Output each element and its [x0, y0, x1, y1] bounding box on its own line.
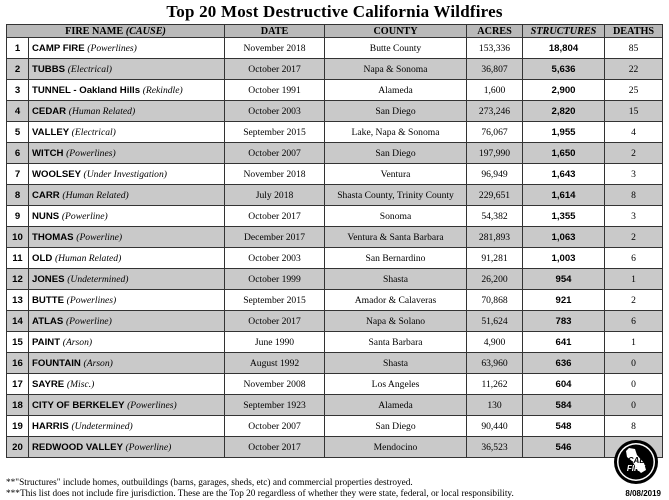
date-cell: November 2008 — [225, 374, 325, 395]
rank-cell: 4 — [7, 101, 29, 122]
fire-cause: (Misc.) — [66, 378, 95, 390]
rank-cell: 13 — [7, 290, 29, 311]
header-structures: STRUCTURES — [523, 25, 605, 38]
deaths-cell: 3 — [605, 206, 663, 227]
date-cell: August 1992 — [225, 353, 325, 374]
fire-cause: (Undetermined) — [71, 420, 133, 432]
fire-name-cell — [29, 164, 225, 185]
fire-name: NUNS — [32, 210, 60, 222]
fire-name-cell — [29, 185, 225, 206]
county-cell: Alameda — [325, 395, 467, 416]
fire-cause: (Powerline) — [61, 210, 108, 222]
header-fire-name — [7, 25, 225, 38]
fire-name-cell — [29, 59, 225, 80]
fire-name: THOMAS — [32, 231, 74, 243]
fire-cause: (Human Related) — [54, 252, 122, 264]
fire-cause: (Powerlines) — [66, 147, 116, 159]
table-row — [7, 416, 663, 437]
logo-text-bottom: FIRE — [626, 464, 646, 473]
structures-cell: 5,636 — [523, 59, 605, 80]
table-row — [7, 227, 663, 248]
structures-cell: 1,063 — [523, 227, 605, 248]
county-cell: Los Angeles — [325, 374, 467, 395]
deaths-cell: 0 — [605, 353, 663, 374]
fire-name-cell — [29, 38, 225, 59]
structures-cell: 584 — [523, 395, 605, 416]
county-cell: San Diego — [325, 143, 467, 164]
table-row — [7, 290, 663, 311]
fire-cause: (Human Related) — [62, 189, 129, 201]
fire-name-cell — [29, 80, 225, 101]
county-cell: Mendocino — [325, 437, 467, 458]
fire-name: WITCH — [32, 147, 64, 159]
rank-cell: 11 — [7, 248, 29, 269]
acres-cell: 70,868 — [467, 290, 523, 311]
fire-name-cell — [29, 416, 225, 437]
acres-cell: 51,624 — [467, 311, 523, 332]
county-cell: San Bernardino — [325, 248, 467, 269]
footnote-structures: **"Structures" include homes, outbuildings (barns, garages, sheds, etc) and commercial properties destroyed. — [6, 478, 413, 488]
structures-cell: 2,900 — [523, 80, 605, 101]
fire-cause: (Arson) — [83, 357, 113, 369]
header-deaths: DEATHS — [605, 25, 663, 38]
deaths-cell: 1 — [605, 269, 663, 290]
table-row — [7, 185, 663, 206]
fire-cause: (Arson) — [62, 336, 93, 348]
acres-cell: 91,281 — [467, 248, 523, 269]
table-row — [7, 248, 663, 269]
date-cell: October 2003 — [225, 101, 325, 122]
county-cell: Shasta — [325, 353, 467, 374]
table-row — [7, 38, 663, 59]
structures-cell: 954 — [523, 269, 605, 290]
structures-cell: 783 — [523, 311, 605, 332]
acres-cell: 4,900 — [467, 332, 523, 353]
fire-name-cell — [29, 353, 225, 374]
structures-cell: 641 — [523, 332, 605, 353]
fire-name: HARRIS — [32, 420, 69, 432]
acres-cell: 1,600 — [467, 80, 523, 101]
fire-name-cell — [29, 143, 225, 164]
rank-cell: 9 — [7, 206, 29, 227]
deaths-cell: 3 — [605, 164, 663, 185]
fire-cause: (Powerline) — [125, 441, 172, 453]
fire-cause: (Rekindle) — [142, 84, 183, 96]
structures-cell: 1,650 — [523, 143, 605, 164]
table-row — [7, 395, 663, 416]
date-cell: October 2017 — [225, 206, 325, 227]
fire-cause: (Undetermined) — [67, 273, 129, 285]
table-row — [7, 311, 663, 332]
rank-cell: 3 — [7, 80, 29, 101]
fire-cause: (Powerlines) — [66, 294, 117, 306]
date-cell: October 2007 — [225, 143, 325, 164]
calfire-logo-icon — [613, 439, 659, 485]
fire-name-cell — [29, 332, 225, 353]
fire-name-cell — [29, 227, 225, 248]
table-row — [7, 374, 663, 395]
structures-cell: 1,955 — [523, 122, 605, 143]
header-county: COUNTY — [325, 25, 467, 38]
date-cell: October 2017 — [225, 437, 325, 458]
date-cell: October 1999 — [225, 269, 325, 290]
fire-name: VALLEY — [32, 126, 69, 138]
table-row — [7, 143, 663, 164]
footnote-jurisdiction: ***This list does not include fire jurisdiction. These are the Top 20 regardless of whether they were state, federal, or local responsibility. — [6, 489, 514, 499]
deaths-cell: 85 — [605, 38, 663, 59]
deaths-cell: 6 — [605, 311, 663, 332]
fire-cause: (Electrical) — [71, 126, 116, 138]
date-cell: July 2018 — [225, 185, 325, 206]
acres-cell: 229,651 — [467, 185, 523, 206]
fire-cause: (Powerline) — [76, 231, 123, 243]
fire-name: BUTTE — [32, 294, 64, 306]
rank-cell: 8 — [7, 185, 29, 206]
fire-name: REDWOOD VALLEY — [32, 441, 123, 453]
rank-cell: 18 — [7, 395, 29, 416]
table-row — [7, 206, 663, 227]
fire-name: FOUNTAIN — [32, 357, 81, 369]
date-cell: September 1923 — [225, 395, 325, 416]
date-cell: November 2018 — [225, 164, 325, 185]
deaths-cell: 4 — [605, 122, 663, 143]
deaths-cell: 8 — [605, 185, 663, 206]
date-cell: October 2007 — [225, 416, 325, 437]
logo-text-top: CAL — [627, 456, 645, 465]
rank-cell: 6 — [7, 143, 29, 164]
county-cell: Ventura & Santa Barbara — [325, 227, 467, 248]
fire-name-cell — [29, 248, 225, 269]
fire-name: CITY OF BERKELEY — [32, 399, 125, 411]
header-cause-label: (CAUSE) — [125, 25, 166, 37]
structures-cell: 1,003 — [523, 248, 605, 269]
fire-name: PAINT — [32, 336, 61, 348]
fire-name: TUBBS — [32, 63, 66, 75]
header-date: DATE — [225, 25, 325, 38]
fire-name: CEDAR — [32, 105, 67, 117]
deaths-cell: 15 — [605, 101, 663, 122]
rank-cell: 12 — [7, 269, 29, 290]
structures-cell: 1,614 — [523, 185, 605, 206]
date-cell: September 2015 — [225, 290, 325, 311]
acres-cell: 11,262 — [467, 374, 523, 395]
fire-name: WOOLSEY — [32, 168, 81, 180]
table-row — [7, 269, 663, 290]
structures-cell: 1,643 — [523, 164, 605, 185]
county-cell: San Diego — [325, 101, 467, 122]
rank-cell: 14 — [7, 311, 29, 332]
date-cell: October 1991 — [225, 80, 325, 101]
table-row — [7, 101, 663, 122]
acres-cell: 273,246 — [467, 101, 523, 122]
rank-cell: 10 — [7, 227, 29, 248]
structures-cell: 604 — [523, 374, 605, 395]
fire-name-cell — [29, 101, 225, 122]
fire-name-cell — [29, 269, 225, 290]
fire-name: OLD — [32, 252, 53, 264]
rank-cell: 5 — [7, 122, 29, 143]
deaths-cell: 8 — [605, 416, 663, 437]
fire-cause: (Human Related) — [68, 105, 136, 117]
fire-cause: (Powerlines) — [127, 399, 177, 411]
date-stamp: 8/08/2019 — [625, 489, 661, 498]
fire-cause: (Powerlines) — [87, 42, 137, 54]
acres-cell: 90,440 — [467, 416, 523, 437]
deaths-cell: 2 — [605, 290, 663, 311]
fire-cause: (Electrical) — [67, 63, 112, 75]
county-cell: Napa & Sonoma — [325, 59, 467, 80]
rank-cell: 2 — [7, 59, 29, 80]
fire-name-cell — [29, 395, 225, 416]
deaths-cell: 22 — [605, 59, 663, 80]
structures-cell: 2,820 — [523, 101, 605, 122]
rank-cell: 16 — [7, 353, 29, 374]
deaths-cell: 1 — [605, 332, 663, 353]
county-cell: Sonoma — [325, 206, 467, 227]
table-row — [7, 353, 663, 374]
rank-cell: 20 — [7, 437, 29, 458]
structures-cell: 636 — [523, 353, 605, 374]
structures-cell: 921 — [523, 290, 605, 311]
acres-cell: 54,382 — [467, 206, 523, 227]
table-row — [7, 122, 663, 143]
county-cell: Napa & Solano — [325, 311, 467, 332]
table-row — [7, 437, 663, 458]
deaths-cell: 6 — [605, 248, 663, 269]
table-row — [7, 59, 663, 80]
date-cell: June 1990 — [225, 332, 325, 353]
table-row — [7, 80, 663, 101]
rank-cell: 7 — [7, 164, 29, 185]
acres-cell: 153,336 — [467, 38, 523, 59]
county-cell: Shasta — [325, 269, 467, 290]
date-cell: September 2015 — [225, 122, 325, 143]
fire-name: TUNNEL - Oakland Hills — [32, 84, 141, 96]
table-header-row — [7, 25, 663, 38]
acres-cell: 36,807 — [467, 59, 523, 80]
county-cell: San Diego — [325, 416, 467, 437]
fire-name: ATLAS — [32, 315, 64, 327]
county-cell: Butte County — [325, 38, 467, 59]
structures-cell: 18,804 — [523, 38, 605, 59]
acres-cell: 63,960 — [467, 353, 523, 374]
fire-name-cell — [29, 311, 225, 332]
structures-cell: 546 — [523, 437, 605, 458]
acres-cell: 26,200 — [467, 269, 523, 290]
deaths-cell: 25 — [605, 80, 663, 101]
county-cell: Ventura — [325, 164, 467, 185]
deaths-cell: 0 — [605, 374, 663, 395]
fire-cause: (Under Investigation) — [83, 168, 167, 180]
header-name-label: FIRE NAME — [65, 25, 124, 37]
fire-name-cell — [29, 122, 225, 143]
acres-cell: 281,893 — [467, 227, 523, 248]
county-cell: Lake, Napa & Sonoma — [325, 122, 467, 143]
fire-name-cell — [29, 437, 225, 458]
structures-cell: 548 — [523, 416, 605, 437]
structures-cell: 1,355 — [523, 206, 605, 227]
fire-name: CAMP FIRE — [32, 42, 85, 54]
date-cell: October 2003 — [225, 248, 325, 269]
fire-name: SAYRE — [32, 378, 65, 390]
date-cell: December 2017 — [225, 227, 325, 248]
table-row — [7, 164, 663, 185]
deaths-cell: 0 — [605, 395, 663, 416]
rank-cell: 17 — [7, 374, 29, 395]
fire-name: JONES — [32, 273, 65, 285]
deaths-cell: 2 — [605, 227, 663, 248]
deaths-cell: 2 — [605, 143, 663, 164]
county-cell: Shasta County, Trinity County — [325, 185, 467, 206]
acres-cell: 130 — [467, 395, 523, 416]
county-cell: Santa Barbara — [325, 332, 467, 353]
acres-cell: 76,067 — [467, 122, 523, 143]
county-cell: Alameda — [325, 80, 467, 101]
rank-cell: 15 — [7, 332, 29, 353]
table-row — [7, 332, 663, 353]
fire-name-cell — [29, 206, 225, 227]
acres-cell: 96,949 — [467, 164, 523, 185]
fire-name: CARR — [32, 189, 60, 201]
fire-name-cell — [29, 290, 225, 311]
county-cell: Amador & Calaveras — [325, 290, 467, 311]
table-body — [7, 38, 663, 458]
rank-cell: 1 — [7, 38, 29, 59]
date-cell: October 2017 — [225, 311, 325, 332]
date-cell: October 2017 — [225, 59, 325, 80]
header-acres: ACRES — [467, 25, 523, 38]
acres-cell: 36,523 — [467, 437, 523, 458]
acres-cell: 197,990 — [467, 143, 523, 164]
rank-cell: 19 — [7, 416, 29, 437]
fire-cause: (Powerline) — [65, 315, 112, 327]
date-cell: November 2018 — [225, 38, 325, 59]
wildfires-table — [6, 24, 663, 458]
page-title: Top 20 Most Destructive California Wildfires — [166, 2, 503, 21]
fire-name-cell — [29, 374, 225, 395]
